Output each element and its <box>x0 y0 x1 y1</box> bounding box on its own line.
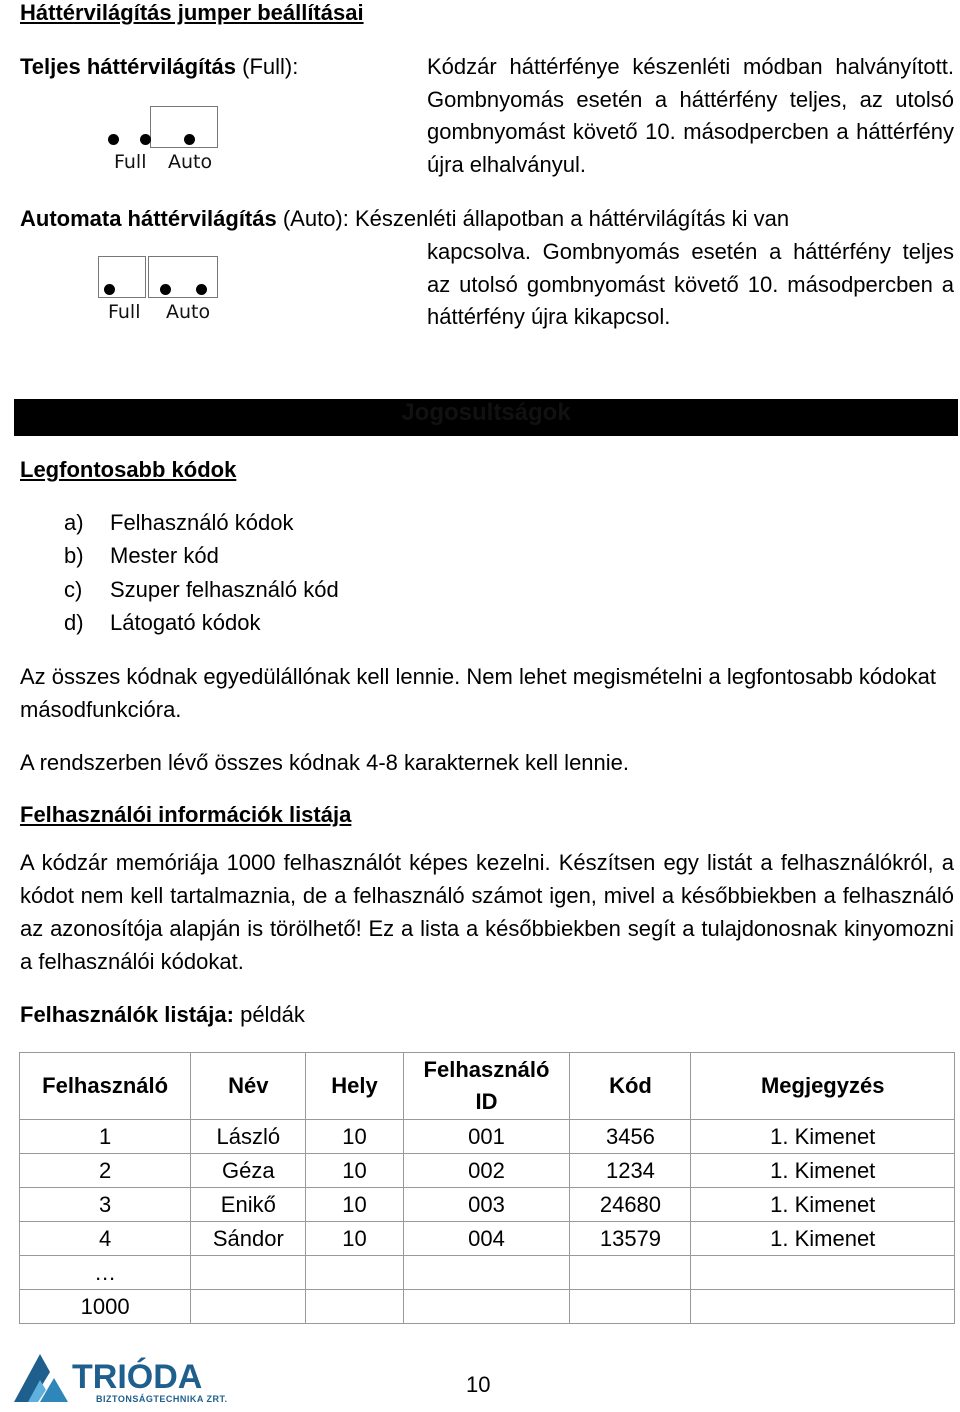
auto-mode-label-bold: Automata háttérvilágítás <box>20 206 277 231</box>
table-cell: 1. Kimenet <box>691 1222 955 1256</box>
table-cell: 1. Kimenet <box>691 1154 955 1188</box>
table-cell: 24680 <box>570 1188 691 1222</box>
list-item <box>64 510 293 536</box>
column-header: Felhasználó <box>20 1053 191 1120</box>
table-cell <box>191 1290 306 1324</box>
jumper-diagram-full <box>98 106 218 176</box>
table-cell <box>306 1290 403 1324</box>
jumper-pin <box>184 134 195 145</box>
list-text: Látogató kódok <box>110 610 261 635</box>
table-cell <box>403 1256 570 1290</box>
table-cell <box>403 1290 570 1324</box>
info-heading: Felhasználói információk listája <box>20 802 352 827</box>
list-item <box>64 543 219 569</box>
page-heading: Háttérvilágítás jumper beállításai <box>20 0 364 25</box>
jumper-pin <box>160 284 171 295</box>
user-list-heading-rest: példák <box>233 1002 305 1027</box>
column-header: Kód <box>570 1053 691 1120</box>
full-mode-description: Kódzár háttérfénye készenléti módban halványított. Gombnyomás esetén a háttérfény teljes, az utolsó gombnyomást követő 10. másodpercben a háttérfény újra elhalványul. <box>427 54 954 177</box>
auto-mode-description: kapcsolva. Gombnyomás esetén a háttérfény teljes az utolsó gombnyomást követő 10. másodpercben a háttérfény újra kikapcsol. <box>427 239 954 329</box>
table-cell: Sándor <box>191 1222 306 1256</box>
banner-title: Jogosultságok <box>401 399 571 426</box>
table-cell: 1234 <box>570 1154 691 1188</box>
jumper-pin <box>108 134 119 145</box>
table-row <box>20 1290 955 1324</box>
table-cell: … <box>20 1256 191 1290</box>
table-cell: 10 <box>306 1222 403 1256</box>
table-row <box>20 1256 955 1290</box>
list-item <box>64 610 260 636</box>
table-cell: 3 <box>20 1188 191 1222</box>
table-cell: Géza <box>191 1154 306 1188</box>
column-header: Hely <box>306 1053 403 1120</box>
table-cell: 001 <box>403 1120 570 1154</box>
jumper-pin <box>104 284 115 295</box>
table-cell: 002 <box>403 1154 570 1188</box>
column-header: Név <box>191 1053 306 1120</box>
jumper-label-auto: Auto <box>166 301 211 323</box>
table-cell: 1. Kimenet <box>691 1188 955 1222</box>
table-cell <box>570 1290 691 1324</box>
jumper-pin <box>196 284 207 295</box>
trioda-logo <box>10 1350 230 1406</box>
page-number: 10 <box>466 1372 491 1397</box>
logo-subtitle: BIZTONSÁGTECHNIKA ZRT. <box>96 1394 228 1404</box>
table-cell <box>570 1256 691 1290</box>
info-paragraph: A kódzár memóriája 1000 felhasználót képes kezelni. Készítsen egy listát a felhasználókról, a kódot nem kell tartalmaznia, de a felhasználó számot igen, mivel a későbbiekben a felhasználó az azonosítója alapján is törölhető! Ez a lista a későbbiekben segít a tulajdonosnak kinyomozni a felhasználói kódokat. <box>20 850 954 974</box>
table-cell <box>691 1256 955 1290</box>
table-cell: 2 <box>20 1154 191 1188</box>
table-cell: 4 <box>20 1222 191 1256</box>
user-list-heading-bold: Felhasználók listája: <box>20 1002 234 1027</box>
jumper-diagram-auto <box>98 256 222 326</box>
table-cell <box>306 1256 403 1290</box>
table-cell: 10 <box>306 1188 403 1222</box>
table-row <box>20 1120 955 1154</box>
full-mode-label-rest: (Full): <box>236 54 299 79</box>
list-marker: d) <box>64 610 84 635</box>
table-header-row <box>20 1053 955 1120</box>
column-header: Felhasználó ID <box>403 1053 570 1120</box>
logo-name: TRIÓDA <box>72 1358 203 1396</box>
table-row <box>20 1222 955 1256</box>
table-cell: 3456 <box>570 1120 691 1154</box>
list-text: Felhasználó kódok <box>110 510 294 535</box>
table-cell: Enikő <box>191 1188 306 1222</box>
table-cell: 004 <box>403 1222 570 1256</box>
table-cell: 1 <box>20 1120 191 1154</box>
list-marker: c) <box>64 577 83 602</box>
table-cell <box>191 1256 306 1290</box>
jumper-cap <box>148 256 218 298</box>
table-cell: 1000 <box>20 1290 191 1324</box>
table-row <box>20 1188 955 1222</box>
list-text: Szuper felhasználó kód <box>110 577 339 602</box>
codes-heading: Legfontosabb kódok <box>20 457 237 482</box>
list-marker: b) <box>64 543 84 568</box>
table-cell: 10 <box>306 1120 403 1154</box>
table-cell: László <box>191 1120 306 1154</box>
jumper-pin <box>140 134 151 145</box>
table-row <box>20 1154 955 1188</box>
list-text: Mester kód <box>110 543 219 568</box>
jumper-label-full: Full <box>108 301 141 323</box>
code-length-paragraph: A rendszerben lévő összes kódnak 4-8 karakternek kell lennie. <box>20 750 630 775</box>
full-mode-label-bold: Teljes háttérvilágítás <box>20 54 237 79</box>
auto-mode-label <box>20 206 954 232</box>
jumper-label-auto: Auto <box>168 151 213 173</box>
table-cell: 10 <box>306 1154 403 1188</box>
list-marker: a) <box>64 510 84 535</box>
table-cell: 003 <box>403 1188 570 1222</box>
table-cell: 13579 <box>570 1222 691 1256</box>
full-mode-label <box>20 54 298 80</box>
column-header: Megjegyzés <box>691 1053 955 1120</box>
users-table <box>19 1052 955 1324</box>
auto-mode-label-rest: (Auto): Készenléti állapotban a háttérvilágítás ki van <box>276 206 790 231</box>
table-cell <box>691 1290 955 1324</box>
user-list-heading <box>20 1002 305 1028</box>
jumper-label-full: Full <box>114 151 147 173</box>
list-item <box>64 577 339 603</box>
table-cell: 1. Kimenet <box>691 1120 955 1154</box>
logo-mark-icon <box>10 1350 230 1406</box>
unique-codes-paragraph: Az összes kódnak egyedülállónak kell lennie. Nem lehet megismételni a legfontosabb kódokat másodfunkcióra. <box>20 664 936 722</box>
